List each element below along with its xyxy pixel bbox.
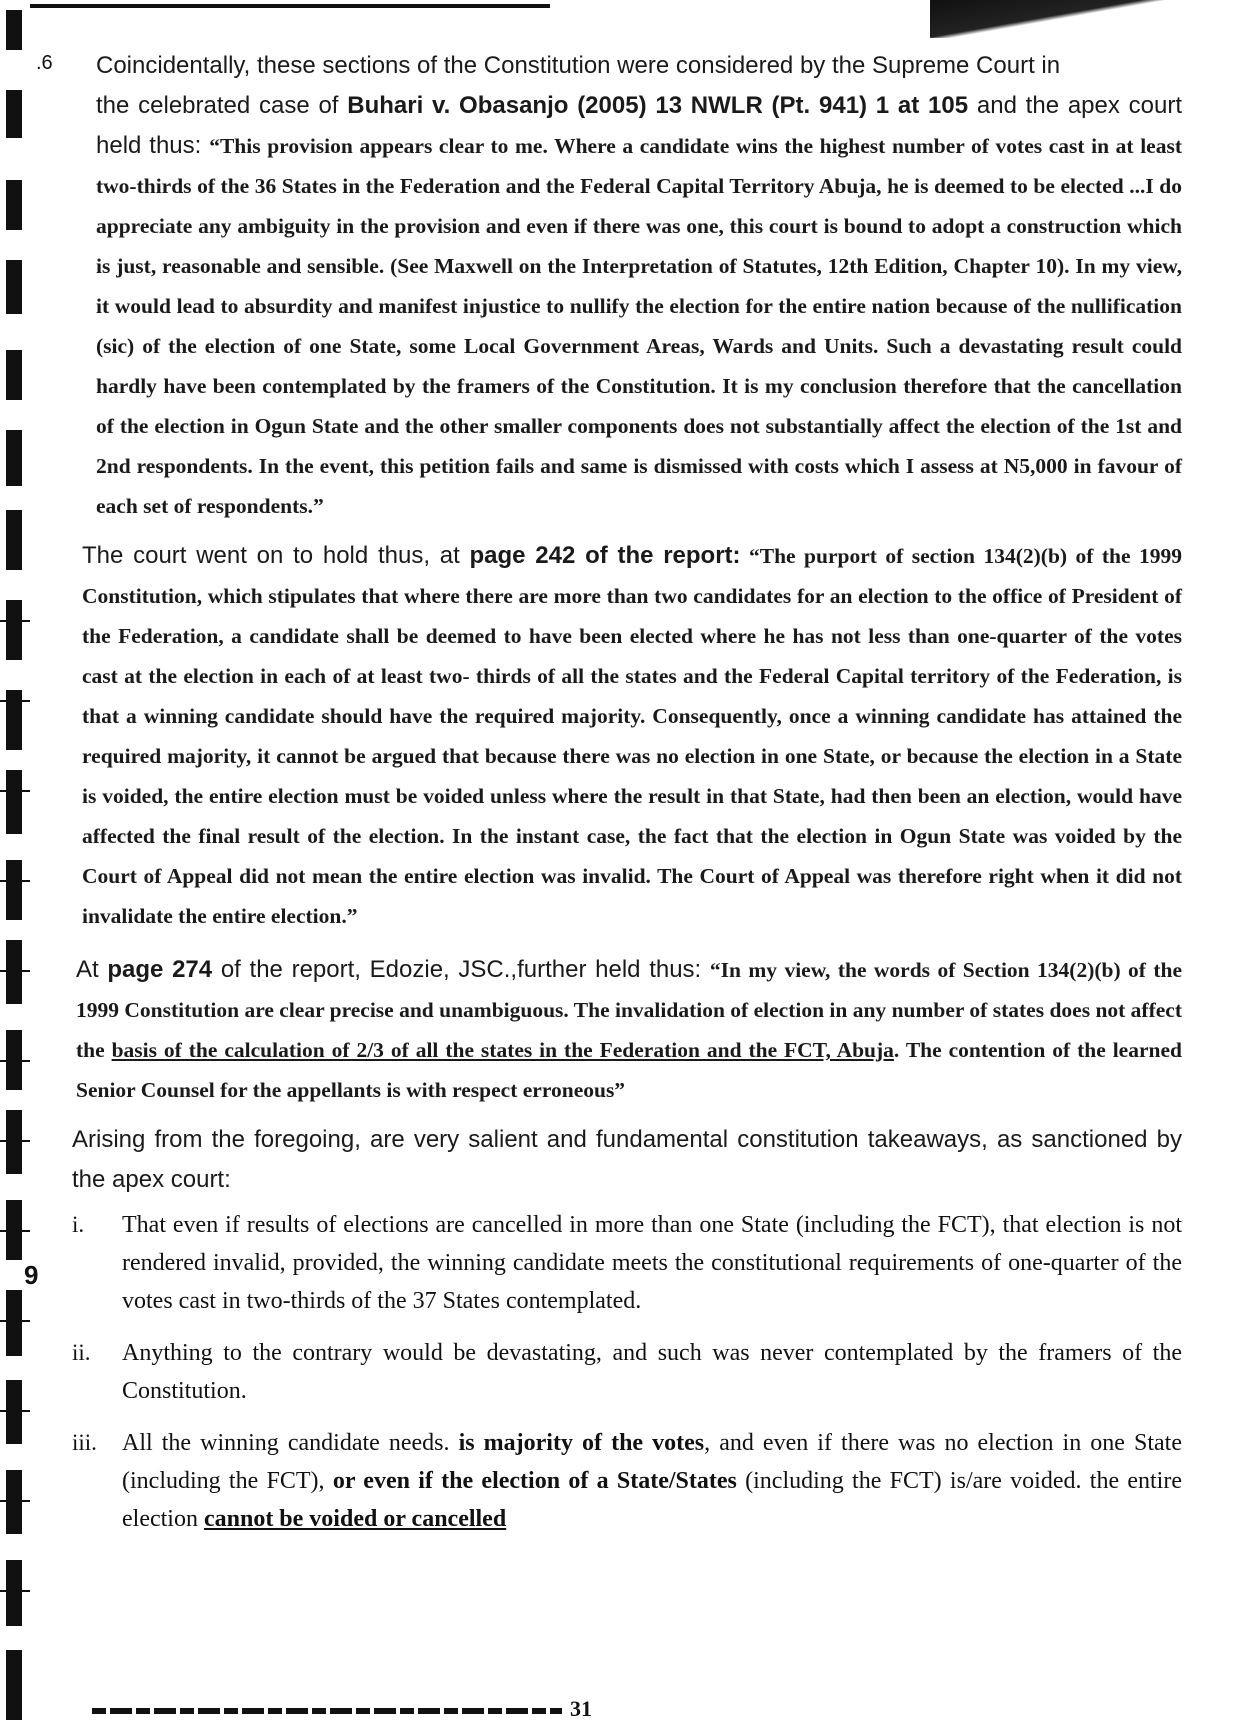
binding-mark [6, 770, 22, 834]
list-number: ii. [72, 1340, 91, 1365]
binding-mark [6, 260, 22, 314]
paragraph-takeaways-intro: Arising from the foregoing, are very salient and fundamental constitution takeaways, as sanctioned by the apex court: [72, 1126, 1182, 1193]
paragraph-text: the celebrated case of [96, 92, 348, 119]
page-number: 31 [570, 1696, 592, 1721]
list-item [72, 1424, 1182, 1538]
top-rule [30, 4, 550, 8]
court-quote: “In my view, the words of Section 134(2)(b) of the 1999 Constitution are clear precise and unambiguous. The invalidation of election in any number of states does not affect the [76, 958, 1182, 1062]
spacer [82, 936, 1182, 950]
paragraph-text: The court went on to hold thus, at [82, 542, 470, 569]
binding-mark [6, 1380, 22, 1444]
scan-edge-shadow [930, 0, 1242, 38]
list-text-part: All the winning candidate needs. [122, 1430, 459, 1456]
case-citation: Buhari v. Obasanjo (2005) 13 NWLR (Pt. 941) 1 at 105 [347, 92, 969, 119]
binding-tick [0, 1500, 30, 1502]
paragraph-page-242 [82, 536, 1182, 936]
list-number: iii. [72, 1430, 97, 1455]
binding-tick [0, 1590, 30, 1592]
list-text: That even if results of elections are cancelled in more than one State (including the FCT), that election is not rendered invalid, provided, the winning candidate meets the constitutional requirements of one-quarter of the votes cast in two-thirds of the 37 States contemplated. [122, 1212, 1182, 1314]
binding-mark [6, 1560, 22, 1626]
underlined-quote: basis of the calculation of 2/3 of all the states in the Federation and the FCT, Abuja [111, 1038, 894, 1062]
paragraph-text: At [76, 956, 108, 983]
line-marker: .6 [36, 52, 53, 74]
emphasis: is majority of the votes [458, 1430, 705, 1456]
binding-tick [0, 880, 30, 882]
list-text: Anything to the contrary would be devastating, and such was never contemplated by the framers of the Constitution. [122, 1340, 1182, 1404]
binding-mark [6, 90, 22, 138]
binding-mark [6, 180, 22, 230]
binding-mark [6, 1290, 22, 1356]
list-text-part: (including the FCT) is/are voided. the entire election [122, 1468, 1182, 1532]
binding-mark [6, 510, 22, 570]
section-marker: 9 [24, 1260, 39, 1290]
emphasis: or even if the election of a State/States [332, 1468, 737, 1494]
binding-mark [6, 350, 22, 400]
page-footer [92, 1698, 592, 1724]
page-reference: page 242 of the report: [469, 542, 741, 569]
spacer [82, 1110, 1182, 1120]
binding-tick [0, 970, 30, 972]
spacer [82, 526, 1182, 536]
binding-tick [0, 1410, 30, 1412]
binding-tick [0, 790, 30, 792]
list-text [122, 1424, 1182, 1538]
court-quote: “The purport of section 134(2)(b) of the 1999 Constitution, which stipulates that where there are more than two candidates for an election to the office of President of the Federation, a candidate shall be deemed to have been elected where he has not less than one-quarter of the votes cast at the election in each of at least two- thirds of all the states and the Federal Capital territory of the Federation, is that a winning candidate should have the required majority. Consequently, once a winning candidate has attained the required majority, it cannot be argued that because there was no election in one State, or because the election in a State is voided, the entire election must be voided unless where the result in that State, had then been an election, would have affected the final result of the election. In the instant case, the fact that the election in Ogun State was voided by the Court of Appeal did not mean the entire election was invalid. The Court of Appeal was therefore right when it did not invalidate the entire election.” [82, 544, 1182, 928]
paragraph-text: of the report, Edozie, JSC.,further held thus: [212, 956, 710, 983]
emphasis: cannot be voided or cancelled [203, 1506, 507, 1532]
binding-tick [0, 1320, 30, 1322]
paragraph-buhari-case-cont [96, 86, 1182, 526]
list-item [72, 1206, 1182, 1320]
document-body [72, 46, 1182, 1552]
binding-mark [6, 1110, 22, 1174]
binding-tick [0, 1060, 30, 1062]
binding-mark [6, 1470, 22, 1534]
page-reference: page 274 [107, 956, 213, 983]
binding-tick [0, 1230, 30, 1232]
takeaways-list [72, 1206, 1182, 1538]
court-quote: “This provision appears clear to me. Where a candidate wins the highest number of votes cast in at least two-thirds of the 36 States in the Federation and the Federal Capital Territory Abuja, he is deemed to be elected ...I do appreciate any ambiguity in the provision and even if there was one, this court is bound to adopt a construction which is just, reasonable and sensible. (See Maxwell on the Interpretation of Statutes, 12th Edition, Chapter 10). In my view, it would lead to absurdity and manifest injustice to nullify the election for the entire nation because of the nullification (sic) of the election of one State, some Local Government Areas, Wards and Units. Such a devastating result could hardly have been contemplated by the framers of the Constitution. It is my conclusion therefore that the cancellation of the election in Ogun State and the other smaller components does not substantially affect the election of the 1st and 2nd respondents. In the event, this petition fails and same is dismissed with costs which I assess at N5,000 in favour of each set of respondents.” [96, 134, 1182, 518]
paragraph-text: urt in [1006, 52, 1061, 79]
paragraph-page-274 [76, 950, 1182, 1110]
list-text-part: , and even if there was no election in one State (including the FCT), [122, 1430, 1182, 1494]
binding-mark [6, 600, 22, 660]
footer-rule [92, 1708, 562, 1714]
binding-mark [6, 10, 22, 50]
binding-tick [0, 1140, 30, 1142]
list-item [72, 1334, 1182, 1410]
binding-mark [6, 860, 22, 920]
binding-tick [0, 700, 30, 702]
binding-tick [0, 620, 30, 622]
list-number: i. [72, 1212, 85, 1237]
binding-strip [0, 0, 30, 1730]
court-quote: . The contention of the learned Senior Counsel for the appellants is with respect erroneous” [76, 1038, 1182, 1102]
paragraph-buhari-case [96, 46, 1182, 86]
paragraph-text: Coincidentally, these sections of the Constitution were considered by the Supreme Co [96, 52, 1007, 79]
binding-mark [6, 940, 22, 1004]
binding-mark [6, 690, 22, 750]
binding-mark [6, 430, 22, 486]
binding-mark [6, 1650, 22, 1720]
paragraph-text: and the apex court held thus: [96, 92, 1182, 159]
